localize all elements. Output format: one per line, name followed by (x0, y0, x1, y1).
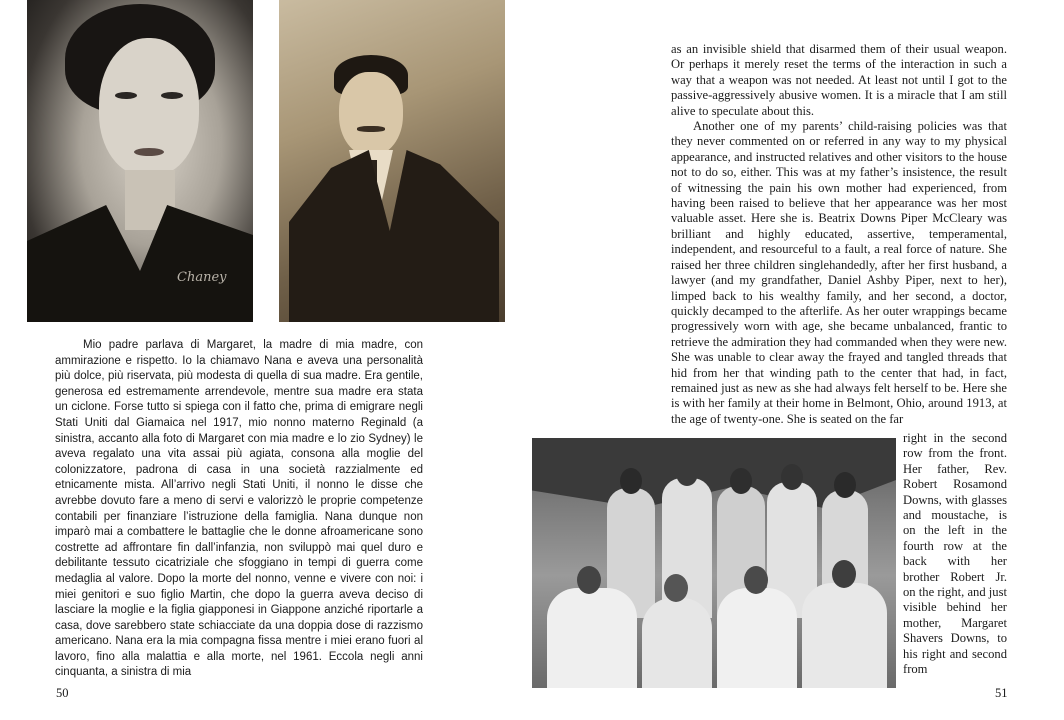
photo-signature: Chaney (177, 270, 227, 285)
head-shape (620, 468, 642, 494)
seated-figure (642, 598, 712, 688)
page-number-right: 51 (995, 686, 1008, 700)
head-shape (676, 460, 698, 486)
family-group-photo (532, 438, 896, 688)
english-paragraph-2-text: Another one of my parents’ child-raising policies was that they never commented on or referred in any way to my physical appearance, and instructed relatives and other visitors to the house not to do so, either. This was at my father’s insistence, the result of witnessing the pain his own mother had experienced, from having been raised to believe that her appearance was her most valuable asset. Here she is. Beatrix Downs Piper McCleary was brilliant and highly educated, assertive, temperamental, independent, and resourceful to a fault, a real force of nature. She raised her three children singlehandedly, after her first husband, a lawyer (and my grandfather, Daniel Ashby Piper, next to her), limped back to his wealthy family, and her second, a doctor, quickly decamped to the afterlife. As her outer wrappings became progressively worn with age, she became unbalanced, frantic to retrieve the admiration they had commanded when they were new. She was unable to clear away the frayed and tangled threads that hid from her that winding path to the center that had, in fact, remained just as new as she had always felt herself to be. Here she is with her family at their home in Belmont, Ohio, around 1913, at the age of twenty-one. She is seated on the far (671, 119, 1007, 426)
eye-shape (115, 92, 137, 99)
english-text-column (671, 42, 1007, 427)
head-shape (834, 472, 856, 498)
eye-shape (161, 92, 183, 99)
head-shape (781, 464, 803, 490)
page-number-left: 50 (56, 686, 69, 700)
woman-portrait-photo (27, 0, 253, 322)
seated-figure (547, 588, 637, 688)
head-shape (577, 566, 601, 594)
english-paragraph-2 (671, 119, 1007, 427)
moustache-shape (357, 126, 385, 132)
english-wrap-column: right in the second row from the front. Her father, Rev. Robert Rosamond Downs, with glasses and moustache, is on the left in the fourth row at the back with her brother Robert Jr. on the right, and just visible behind her mother, Margaret Shavers Downs, to his right and second from (903, 431, 1007, 677)
english-paragraph-1: as an invisible shield that disarmed them of their usual weapon. Or perhaps it merely reset the terms of the interaction in such a way that a weapon was not needed. At least not until I got to the passive-aggressively abusive women. It is a miracle that I am still alive to speculate about this. (671, 42, 1007, 118)
head-shape (664, 574, 688, 602)
man-portrait-photo (279, 0, 505, 322)
italian-paragraph (55, 338, 423, 681)
seated-figure (802, 583, 887, 688)
seated-figure (717, 588, 797, 688)
head-shape (832, 560, 856, 588)
lips-shape (134, 148, 164, 156)
head-shape (730, 468, 752, 494)
suit-shape (289, 150, 499, 322)
head-shape (744, 566, 768, 594)
face-shape (339, 72, 403, 156)
italian-paragraph-text: Mio padre parlava di Margaret, la madre di mia madre, con ammirazione e rispetto. Io la chiamavo Nana e aveva una personalità più dolce, più riservata, più modesta di quella di sua madre. Era gentile, generosa ed estremamente arrendevole, mentre sua madre era stata un ciclone. Forse tutto si spiega con il fatto che, prima di emigrare negli Stati Uniti dal Giamaica nel 1917, mio nonno materno Reginald (a sinistra, accanto alla foto di Margaret con mia madre e lo zio Sydney) le aveva regalato una vita assai più agiata, consona alla moglie del colonizzatore, padrona di casa in una società razzialmente ed etnicamente mista. All’arrivo negli Stati Uniti, il nonno le disse che avrebbe dovuto fare a meno di servi e valorizzò le proprie competenze contabili per finanziare l’istruzione della famiglia. Nana dunque non imparò mai a combattere le battaglie che le donne afroamericane sono costrette ad affrontare fin dall’infanzia, non sviluppò mai quel duro e debilitante tessuto cicatriziale che sfoggiano in tempi di guerra come medaglia al valore. Dopo la morte del nonno, venne e vivere con noi: i miei genitori e suo figlio Martin, che dopo la guerra aveva deciso di lasciare la moglie e la figlia giapponesi in Giappone anziché riportarle a casa, dove sarebbero state schiacciate da una doppia dose di razzismo americano. Nana era la mia compagna fissa mentre i miei erano fuori al lavoro, fino alla malattia e alla morte, nel 1961. Eccola negli anni cinquanta, a sinistra di mia (55, 339, 423, 679)
